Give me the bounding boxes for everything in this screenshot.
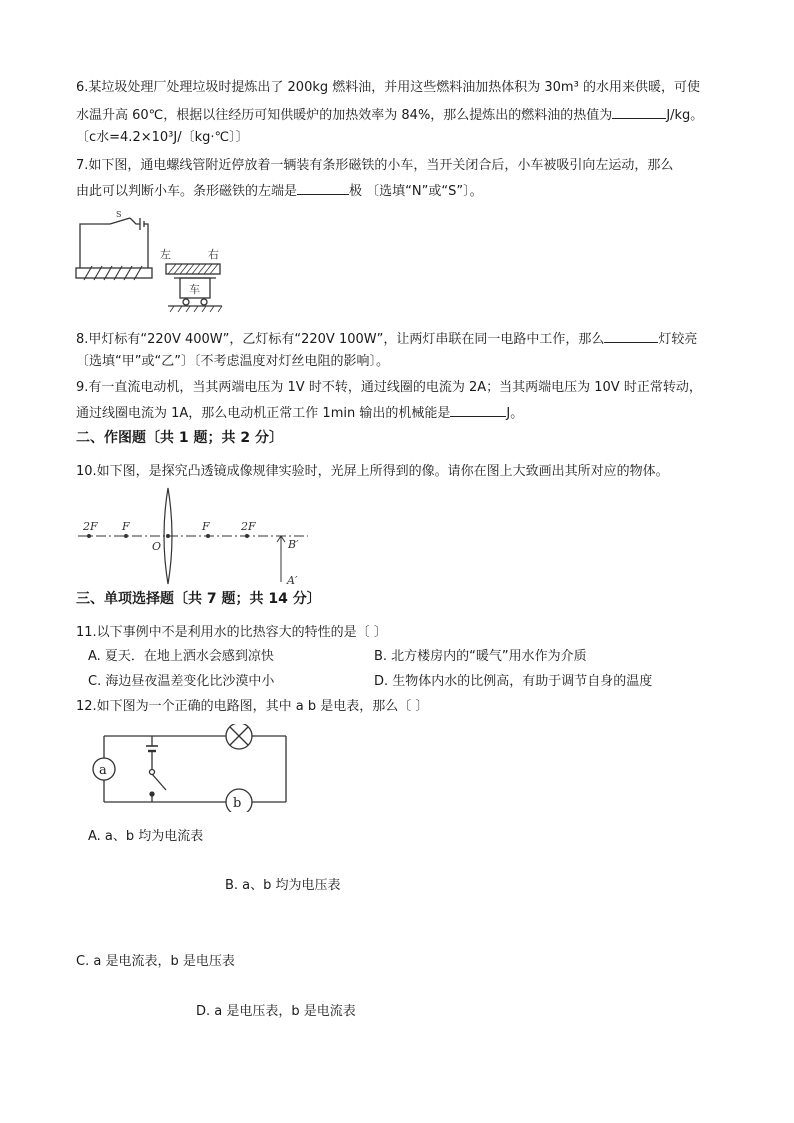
meter-circuit-figure (86, 724, 296, 812)
q12-option-a[interactable]: A. a、b 均为电流表 (88, 829, 204, 844)
q8-line1-text: 8.甲灯标有“220V 400W”，乙灯标有“220V 100W”，让两灯串联在同一电路中工作，那么 (76, 332, 605, 347)
q11-option-a[interactable]: A. 夏天．在地上洒水会感到凉快 (88, 649, 274, 664)
q8-line1 (76, 328, 697, 350)
q7-line2 (76, 180, 483, 202)
q11-option-b[interactable]: B. 北方楼房内的“暖气”用水作为介质 (374, 649, 587, 664)
q12-stem: 12.如下图为一个正确的电路图，其中 a b 是电表，那么〔 〕 (76, 699, 429, 714)
image-point-b: B′ (288, 538, 299, 551)
left-label: 左 (160, 248, 171, 261)
answer-blank (612, 104, 666, 119)
q11-option-c[interactable]: C. 海边昼夜温差变化比沙漠中小 (88, 674, 275, 689)
q10-line1: 10.如下图，是探究凸透镜成像规律实验时，光屏上所得到的像。请你在图上大致画出其所对应的物体。 (76, 464, 669, 479)
q8-line2: 〔选填“甲”或“乙”〕〔不考虑温度对灯丝电阻的影响〕。 (76, 354, 389, 369)
optical-center-label: O (152, 540, 162, 553)
section-heading-single-choice: 三、单项选择题〔共 7 题；共 14 分〕 (76, 591, 321, 607)
focal-f-left: F (122, 520, 130, 533)
q11-option-d[interactable]: D. 生物体内水的比例高，有助于调节自身的温度 (374, 674, 653, 689)
meter-b-label: b (233, 796, 242, 811)
q12-option-c[interactable]: C. a 是电流表，b 是电压表 (76, 954, 235, 969)
image-point-a: A′ (287, 574, 298, 587)
q9-line2-unit: J。 (506, 406, 524, 421)
q7-line2-text: 由此可以判断小车。条形磁铁的左端是 (76, 184, 298, 199)
right-label: 右 (208, 248, 219, 261)
convex-lens-figure (76, 486, 316, 590)
q7-line1: 7.如下图，通电螺线管附近停放着一辆装有条形磁铁的小车，当开关闭合后，小车被吸引向左运动，那么 (76, 158, 674, 173)
q6-line2 (76, 104, 703, 126)
q12-option-d[interactable]: D. a 是电压表，b 是电流表 (196, 1004, 356, 1019)
car-label: 车 (189, 283, 200, 296)
focal-2f-left: 2F (83, 520, 98, 533)
q9-line2-text: 通过线圈电流为 1A，那么电动机正常工作 1min 输出的机械能是 (76, 406, 451, 421)
answer-blank (297, 180, 349, 195)
q11-stem: 11.以下事例中不是利用水的比热容大的特性的是〔 〕 (76, 625, 387, 640)
switch-label: S (116, 210, 122, 219)
q8-line1-tail: 灯较亮 (658, 332, 698, 347)
focal-2f-right: 2F (241, 520, 256, 533)
meter-a-label: a (99, 763, 107, 778)
q9-line2 (76, 402, 523, 424)
q7-line2-tail: 极 〔选填“N”或“S”〕。 (349, 184, 483, 199)
q6-line2-unit: J/kg。 (666, 108, 704, 123)
q6-line2-text: 水温升高 60℃，根据以往经历可知供暖炉的加热效率为 84%，那么提炼出的燃料油的热值为 (76, 108, 613, 123)
focal-f-right: F (202, 520, 210, 533)
section-heading-drawing: 二、作图题〔共 1 题；共 2 分〕 (76, 430, 283, 446)
q12-option-b[interactable]: B. a、b 均为电压表 (225, 878, 341, 893)
solenoid-car-figure (70, 206, 230, 318)
q6-line1: 6.某垃圾处理厂处理垃圾时提炼出了 200kg 燃料油，并用这些燃料油加热体积为 30m³ 的水用来供暖，可使 (76, 80, 700, 95)
q9-line1: 9.有一直流电动机，当其两端电压为 1V 时不转，通过线圈的电流为 2A；当其两端电压为 10V 时正常转动， (76, 380, 702, 395)
answer-blank (604, 328, 658, 343)
answer-blank (450, 402, 506, 417)
q6-line3: 〔c水=4.2×10³J/〔kg·℃〕〕 (76, 130, 249, 145)
